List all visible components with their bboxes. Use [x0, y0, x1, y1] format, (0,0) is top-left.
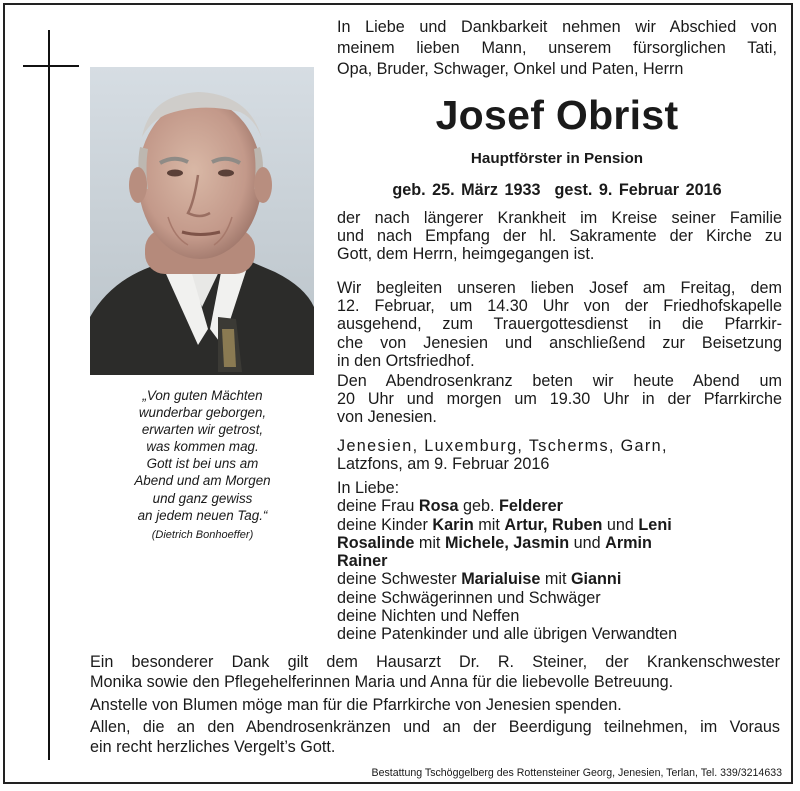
grandchild-name: Armin	[605, 533, 652, 552]
quote-author: (Dietrich Bonhoeffer)	[151, 528, 254, 541]
portrait-photo	[90, 67, 314, 375]
life-dates	[337, 180, 777, 200]
paragraph-line: der nach längerer Krankheit im Kreise seiner Familie	[337, 209, 782, 227]
sister-name: Marialuise	[461, 570, 541, 589]
family-intro: In Liebe:	[337, 479, 400, 497]
family-list	[337, 479, 782, 644]
cross-icon-vertical	[48, 30, 50, 760]
gratitude-line: Allen, die an den Abendrosenkränzen und an der Beerdigung teilnehmen, im Voraus	[90, 718, 780, 736]
birth-date: geb. 25. März 1933	[392, 181, 541, 199]
quote-line: was kommen mag.	[146, 439, 259, 455]
paragraph-line: Den Abendrosenkranz beten wir heute Abend um	[337, 372, 782, 390]
intro-line: In Liebe und Dankbarkeit nehmen wir Abschied von	[337, 18, 777, 36]
quote-line: „Von guten Mächten	[142, 388, 263, 403]
thanks-line: Monika sowie den Pflegehelferinnen Maria und Anna für die liebevolle Betreuung.	[90, 672, 674, 691]
quote-block	[95, 387, 310, 543]
intro-line: meinem lieben Mann, unserem fürsorglichen Tati,	[337, 39, 777, 57]
child-name: Rainer	[337, 552, 388, 571]
quote-line: an jedem neuen Tag.“	[137, 507, 268, 523]
partner-name: Artur, Ruben	[504, 515, 603, 534]
gratitude-paragraph	[90, 718, 780, 757]
wife-name: Rosa	[418, 497, 459, 516]
place-line: Jenesien, Luxemburg, Tscherms, Garn,	[337, 437, 668, 455]
quote-line: erwarten wir getrost,	[141, 422, 264, 438]
family-line-child2: Rosalinde mit Michele, Jasmin und Armin	[337, 533, 652, 552]
child-name: Rosalinde	[337, 533, 415, 552]
family-line-godchildren: deine Patenkinder und alle übrigen Verwandten	[337, 625, 678, 644]
paragraph-line: in den Ortsfriedhof.	[337, 351, 475, 370]
paragraph-line: 12. Februar, um 14.30 Uhr von der Friedhofskapelle	[337, 297, 782, 316]
rosary-paragraph	[337, 372, 782, 427]
child-name: Karin	[432, 515, 474, 534]
grandchild-name: Leni	[638, 515, 672, 534]
gratitude-line: ein recht herzliches Vergelt’s Gott.	[90, 737, 336, 756]
thanks-line: Ein besonderer Dank gilt dem Hausarzt Dr. R. Steiner, der Krankenschwester	[90, 653, 780, 671]
paragraph-line: und nach Empfang der hl. Sakramente der Kirche zu	[337, 227, 782, 246]
wife-maiden-name: Felderer	[499, 497, 563, 516]
family-line-inlaws: deine Schwägerinnen und Schwäger	[337, 588, 601, 607]
quote-line: wunderbar geborgen,	[138, 405, 267, 421]
quote-line: Abend und am Morgen	[134, 473, 271, 489]
family-line-sister: deine Schwester Marialuise mit Gianni	[337, 570, 622, 589]
thanks-paragraph	[90, 653, 780, 692]
paragraph-line: 20 Uhr und morgen um 19.30 Uhr in der Pfarrkirche	[337, 390, 782, 409]
quote-line: Gott ist bei uns am	[146, 456, 259, 472]
family-line-children: deine Kinder Karin mit Artur, Ruben und Leni	[337, 515, 672, 534]
place-date-line: Latzfons, am 9. Februar 2016	[337, 455, 550, 474]
paragraph-line: ausgehend, zum Trauergottesdienst in die Pfarrkir-	[337, 315, 782, 334]
donation-note: Anstelle von Blumen möge man für die Pfarrkirche von Jenesien spenden.	[90, 696, 622, 714]
paragraph-line: che von Jenesien und anschließend zur Beisetzung	[337, 333, 782, 352]
partner-name: Michele, Jasmin	[444, 533, 570, 552]
deceased-title: Hauptförster in Pension	[470, 150, 644, 167]
intro-line: Opa, Bruder, Schwager, Onkel und Paten, Herrn	[337, 60, 684, 78]
funeral-paragraph	[337, 279, 782, 370]
paragraph-line: von Jenesien.	[337, 408, 437, 427]
partner-name: Gianni	[570, 570, 622, 589]
family-line-child3	[337, 552, 782, 570]
paragraph-line: Gott, dem Herrn, heimgegangen ist.	[337, 245, 595, 264]
funeral-home-footer: Bestattung Tschöggelberg des Rottensteiner Georg, Jenesien, Terlan, Tel. 339/3214633	[371, 767, 782, 779]
family-line-nieces: deine Nichten und Neffen	[337, 607, 520, 626]
quote-line: und ganz gewiss	[152, 490, 253, 506]
passing-paragraph	[337, 209, 782, 264]
family-line-wife: deine Frau Rosa geb. Felderer	[337, 497, 563, 516]
paragraph-line: Wir begleiten unseren lieben Josef am Freitag, dem	[337, 279, 782, 297]
place-date	[337, 437, 782, 474]
intro-text	[337, 17, 777, 80]
deceased-name: Josef Obrist	[435, 92, 679, 138]
death-date: gest. 9. Februar 2016	[554, 181, 722, 199]
cross-icon-horizontal	[23, 65, 79, 67]
